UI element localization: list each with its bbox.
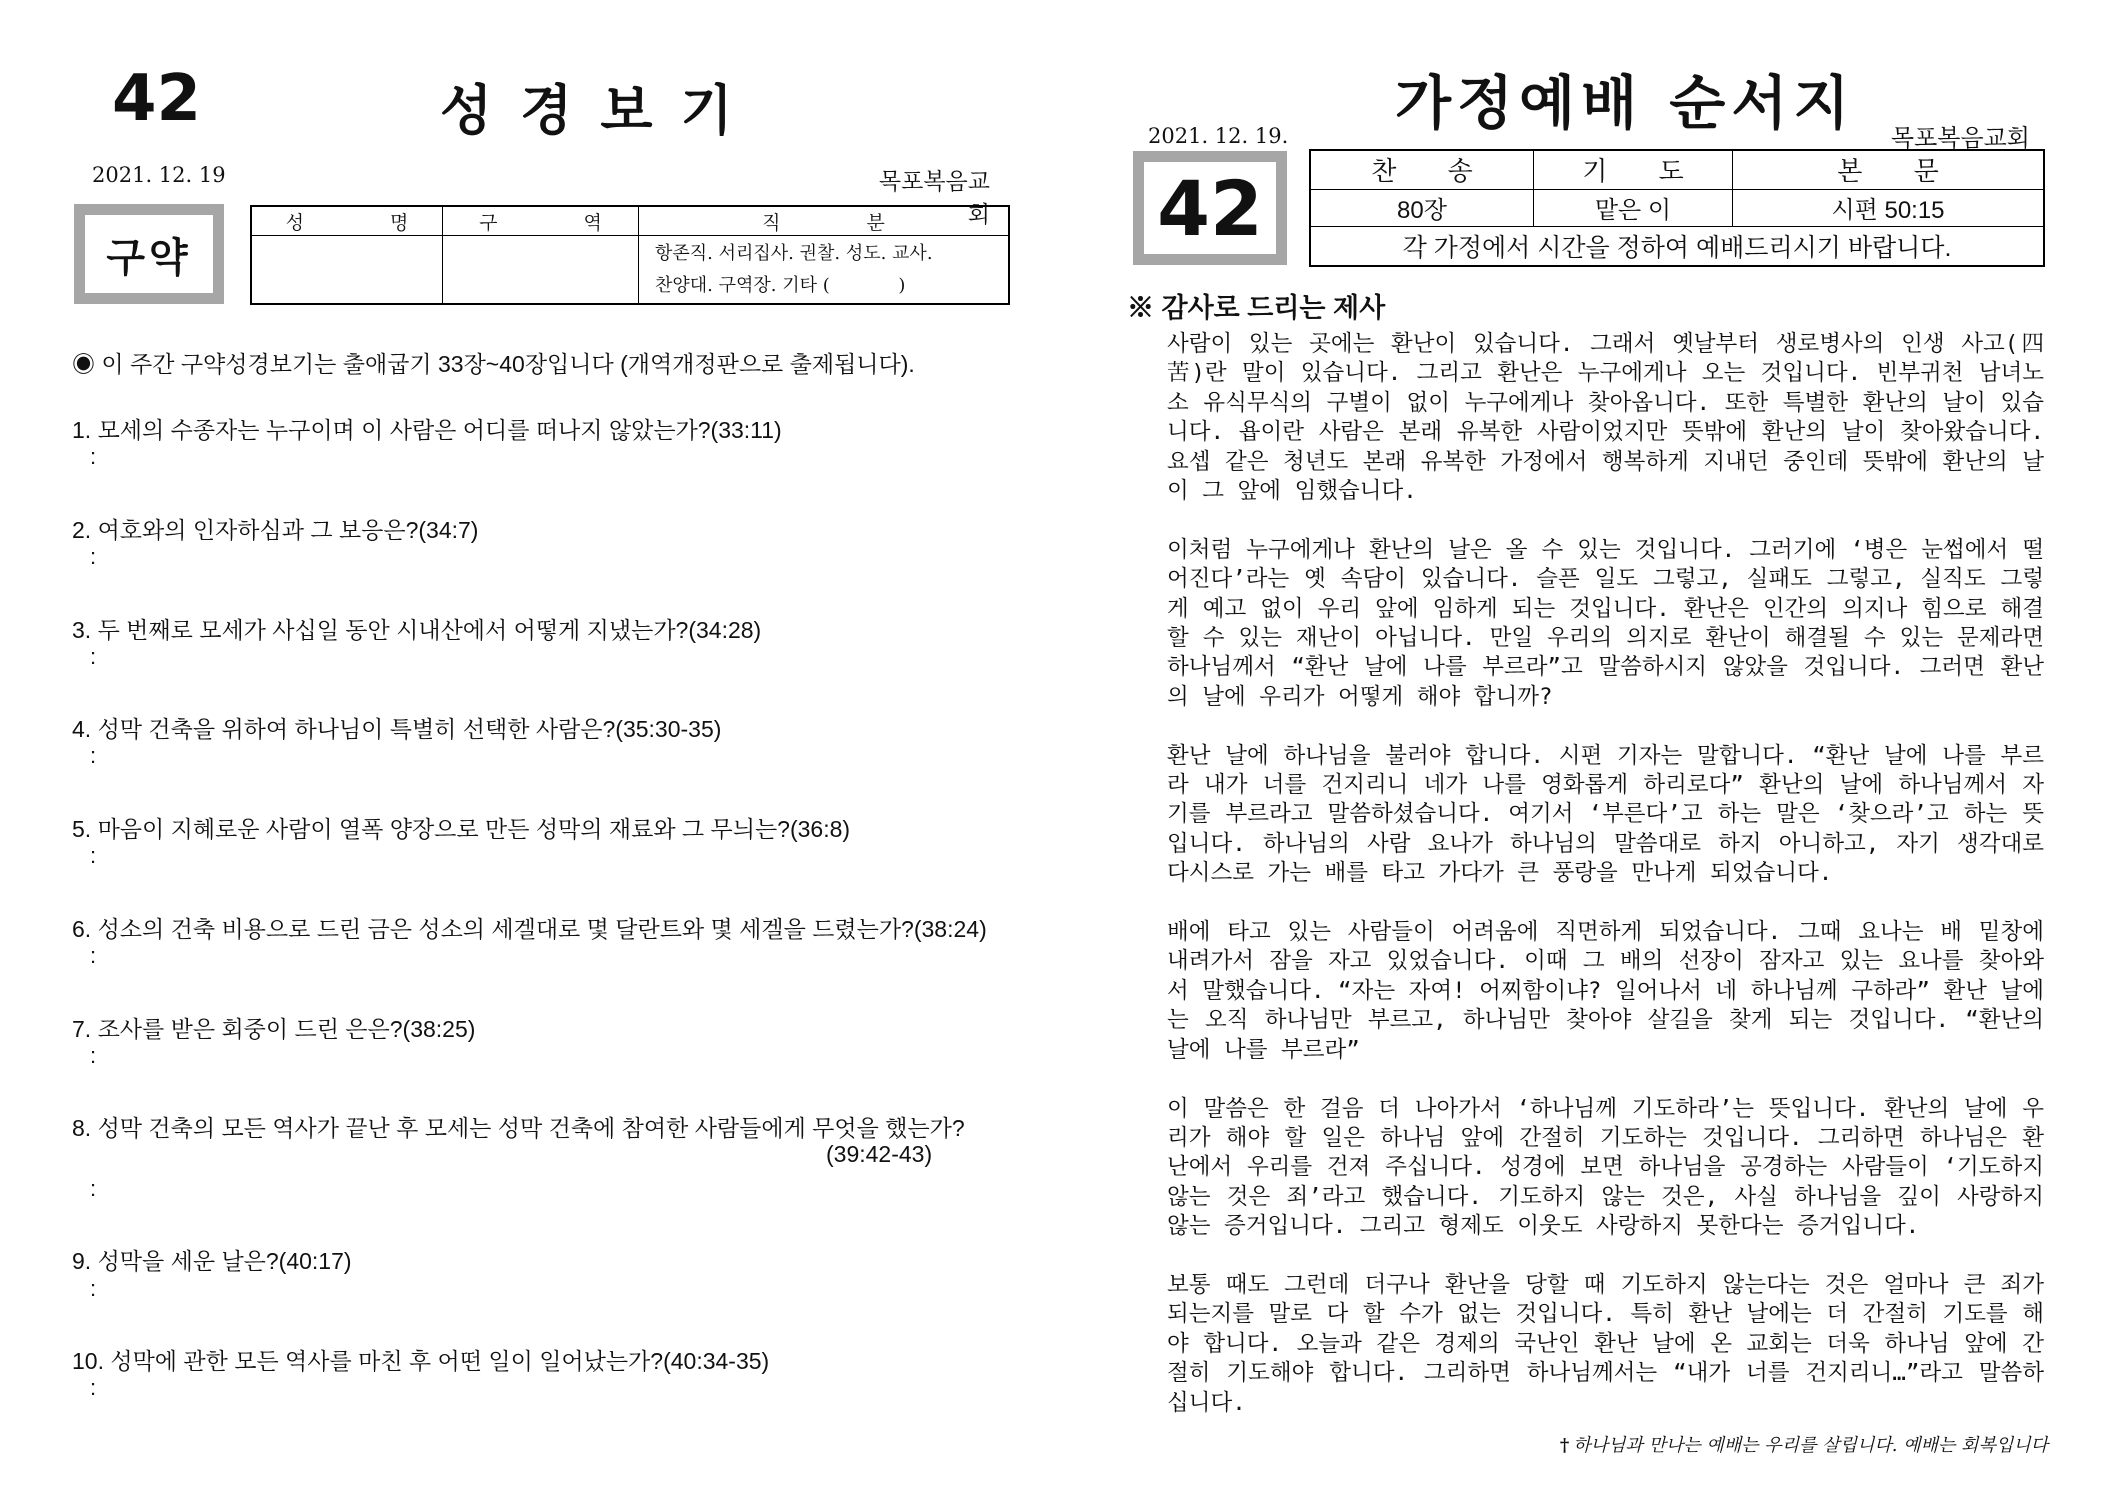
sermon-paragraph: 보통 때도 그런데 더구나 환난을 당할 때 기도하지 않는다는 것은 얼마나 큰 죄가 되는지를 말로 다 할 수가 없는 것입니다. 특히 환난 날에는 더 간절히 기도를 해야 합니다. 오늘과 같은 경제의 국난인 환난 날에 온 교회는 더욱 하나님 앞에 간절히 기도해야 합니다. 그리하면 하나님께서는 “내가 너를 건지리니…”라고 말씀하십니다. [1167,1271,2044,1416]
question: 10. 성막에 관한 모든 역사를 마친 후 어떤 일이 일어났는가?(40:34-35) [72,1348,770,1374]
question: 9. 성막을 세운 날은?(40:17) [72,1248,352,1274]
header-district: 구 역 [443,206,639,236]
section-label: 구약 [85,215,213,293]
right-page-title: 가정예배 순서지 [1395,69,1856,137]
answer-marker[interactable]: : [90,943,97,968]
question-reference: (39:42-43) [826,1141,933,1167]
week-number: 42 [1144,162,1276,254]
answer-marker[interactable]: : [90,544,97,569]
answer-marker[interactable]: : [90,1176,97,1201]
sermon-title: ※ 감사로 드리는 제사 [1127,293,1386,323]
header-duty: 직 분 [639,206,1010,236]
question: 5. 마음이 지혜로운 사람이 열폭 양장으로 만든 성막의 재료와 그 무늬는?(36:8) [72,816,851,842]
right-date: 2021. 12. 19. [1148,124,1289,148]
left-page-title: 성경보기 [440,79,761,142]
prayer-value: 맡은 이 [1534,189,1733,227]
hymn-value: 80장 [1310,189,1534,227]
answer-marker[interactable]: : [90,444,97,469]
intro-text: ◉ 이 주간 구약성경보기는 출애굽기 33장~40장입니다 (개역개정판으로 출제됩니다). [72,351,915,377]
question: 4. 성막 건축을 위하여 하나님이 특별히 선택한 사람은?(35:30-35) [72,716,722,742]
member-info-table [250,205,1010,305]
sermon-paragraph: 사람이 있는 곳에는 환난이 있습니다. 그래서 옛날부터 생로병사의 인생 사고(四苦)란 말이 있습니다. 그리고 환난은 누구에게나 오는 것입니다. 빈부귀천 남녀노소 유식무식의 구별이 없이 누구에게나 찾아옵니다. 또한 특별한 환난의 날이 있습니다. 욥이란 사람은 본래 유복한 사람이었지만 뜻밖에 환난의 날이 찾아왔습니다. 요셉 같은 청년도 본래 유복한 가정에서 행복하게 지내던 중인데 뜻밖에 환난의 날이 그 앞에 임했습니다. [1167,331,2044,505]
sermon-paragraph: 환난 날에 하나님을 불러야 합니다. 시편 기자는 말합니다. “환난 날에 나를 부르라 내가 너를 건지리니 네가 나를 영화롭게 하리로다” 환난의 날에 하나님께서 자기를 부르라고 말씀하셨습니다. 여기서 ‘부른다’고 하는 말은 ‘찾으라’고 하는 뜻입니다. 하나님의 사람 요나가 하나님의 말씀대로 하지 아니하고, 자기 생각대로 다시스로 가는 배를 타고 가다가 큰 풍랑을 만나게 되었습니다. [1167,742,2044,887]
question: 7. 조사를 받은 회중이 드린 은은?(38:25) [72,1016,476,1042]
question: 6. 성소의 건축 비용으로 드린 금은 성소의 세겔대로 몇 달란트와 몇 세겔을 드렸는가?(38:24) [72,916,987,942]
duty-line-1: 항존직. 서리집사. 권찰. 성도. 교사. [655,242,933,264]
question: 1. 모세의 수종자는 누구이며 이 사람은 어디를 떠나지 않았는가?(33:11) [72,417,782,443]
scripture-value: 시편 50:15 [1733,189,2045,227]
question: 8. 성막 건축의 모든 역사가 끝난 후 모세는 성막 건축에 참여한 사람들에게 무엇을 했는가? [72,1115,965,1141]
question: 3. 두 번째로 모세가 사십일 동안 시내산에서 어떻게 지냈는가?(34:28) [72,617,762,643]
worship-order-table [1309,149,2045,267]
sermon-body [1167,330,2044,1418]
district-field[interactable] [443,236,639,305]
name-field[interactable] [251,236,443,305]
header-scripture: 본 문 [1733,150,2045,189]
left-page-number: 42 [112,62,202,136]
answer-marker[interactable]: : [90,1375,97,1400]
sermon-paragraph: 이처럼 누구에게나 환난의 날은 올 수 있는 것입니다. 그러기에 ‘병은 눈썹에서 떨어진다’라는 옛 속담이 있습니다. 슬픈 일도 그렇고, 실패도 그렇고, 실직도 그렇게 예고 없이 우리 앞에 임하게 되는 것입니다. 환난은 인간의 의지나 힘으로 해결할 수 있는 재난이 아닙니다. 만일 우리의 의지로 환난이 해결될 수 있는 문제라면 하나님께서 “환난 날에 나를 부르라”고 말씀하시지 않았을 것입니다. 그러면 환난의 날에 우리가 어떻게 해야 합니까? [1167,536,2044,710]
right-church-name: 목포복음교회 [1890,124,2030,152]
answer-marker[interactable]: : [90,843,97,868]
duty-options [639,236,1010,305]
sermon-paragraph: 배에 타고 있는 사람들이 어려움에 직면하게 되었습니다. 그때 요나는 배 밑창에 내려가서 잠을 자고 있었습니다. 이때 그 배의 선장이 잠자고 있는 요나를 찾아와서 말했습니다. “자는 자여! 어찌함이냐? 일어나서 네 하나님께 구하라” 환난 날에는 오직 하나님만 부르고, 하나님만 찾아야 살길을 찾게 되는 것입니다. “환난의 날에 나를 부르라” [1167,919,2044,1063]
left-church-name: 목포복음교회 [878,169,990,228]
answer-marker[interactable]: : [90,644,97,669]
left-date: 2021. 12. 19 [92,163,226,187]
cross-icon: † [1559,1435,1570,1456]
answer-marker[interactable]: : [90,1043,97,1068]
header-hymn: 찬 송 [1310,150,1534,189]
footer-note [1538,1431,2048,1457]
week-number-box [1133,151,1287,265]
header-prayer: 기 도 [1534,150,1733,189]
question: 2. 여호와의 인자하심과 그 보응은?(34:7) [72,517,479,543]
order-note: 각 가정에서 시간을 정하여 예배드리시기 바랍니다. [1310,227,2044,266]
header-name: 성 명 [251,206,443,236]
duty-line-2: 찬양대. 구역장. 기타 ( ) [655,274,906,296]
answer-marker[interactable]: : [90,743,97,768]
sermon-paragraph: 이 말씀은 한 걸음 더 나아가서 ‘하나님께 기도하라’는 뜻입니다. 환난의 날에 우리가 해야 할 일은 하나님 앞에 간절히 기도하는 것입니다. 그리하면 하나님은 환난에서 우리를 건져 주십니다. 성경에 보면 하나님을 공경하는 사람들이 ‘기도하지 않는 것은 죄’라고 했습니다. 기도하지 않는 것은, 사실 하나님을 깊이 사랑하지 않는 증거입니다. 그리고 형제도 이웃도 사랑하지 못한다는 증거입니다. [1167,1095,2044,1240]
answer-marker[interactable]: : [90,1276,97,1301]
footer-text: 하나님과 만나는 예배는 우리를 살립니다. 예배는 회복입니다 [1573,1435,2048,1456]
section-label-box [74,204,224,304]
